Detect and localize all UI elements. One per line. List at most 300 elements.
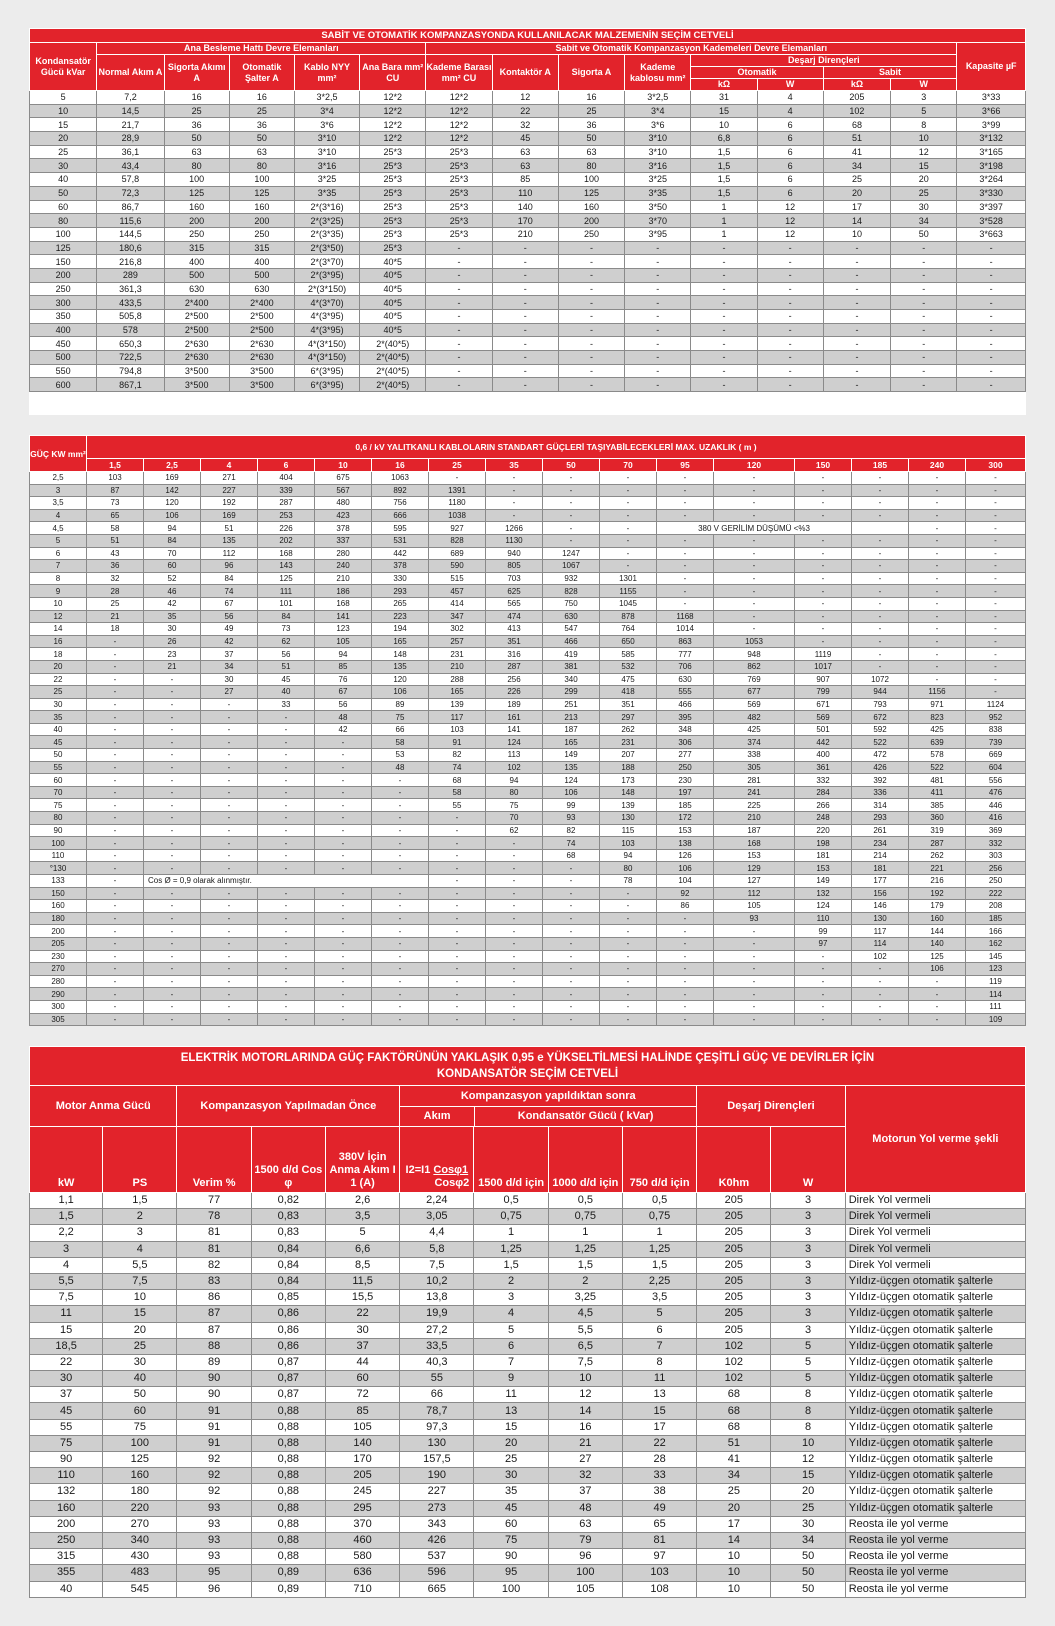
group-komp-once: Kompanzasyon Yapılmadan Önce: [177, 1086, 400, 1127]
table-cell: 280: [315, 547, 372, 560]
table-cell: -: [258, 1013, 315, 1026]
table-cell: 418: [600, 686, 657, 699]
table-cell: 93: [714, 912, 795, 925]
table-cell: 25: [891, 186, 957, 200]
table-row: [30, 900, 1026, 913]
table-cell: 95: [474, 1565, 548, 1581]
table-cell: 112: [714, 887, 795, 900]
col-mm2: 10: [315, 459, 372, 472]
table-cell: -: [87, 698, 144, 711]
table-cell: 43,4: [97, 159, 164, 173]
table-cell: -: [909, 522, 966, 535]
table-cell: 14: [30, 623, 87, 636]
table-cell: 0,87: [251, 1387, 325, 1403]
table-cell: 2*(40*5): [360, 364, 426, 378]
table-cell: 1: [691, 214, 757, 228]
table-cell: 180,6: [97, 241, 164, 255]
table-cell: -: [852, 585, 909, 598]
table-cell: 639: [909, 736, 966, 749]
table-cell: 537: [400, 1549, 474, 1565]
table-cell: 100: [558, 173, 624, 187]
table-row: [30, 610, 1026, 623]
table-cell: 348: [657, 723, 714, 736]
table-cell: 40: [258, 686, 315, 699]
table-cell: 3*50: [625, 200, 691, 214]
table-cell: 170: [325, 1452, 399, 1468]
table-cell: -: [429, 975, 486, 988]
table-cell: 105: [714, 900, 795, 913]
table-cell: 381: [543, 660, 600, 673]
table-cell: -: [372, 1000, 429, 1013]
table-cell: 0,84: [251, 1273, 325, 1289]
table-cell: 330: [372, 572, 429, 585]
yol-verme-cell: Yıldız-üçgen otomatik şalterle: [845, 1273, 1025, 1289]
table-cell: -: [600, 988, 657, 1001]
table-row: [30, 887, 1026, 900]
table-cell: -: [891, 310, 957, 324]
table-cell: -: [87, 686, 144, 699]
table-cell: 139: [600, 799, 657, 812]
table-cell: -: [852, 560, 909, 573]
table-cell: 3*500: [164, 364, 229, 378]
table-cell: -: [492, 364, 558, 378]
table-cell: 143: [258, 560, 315, 573]
table-cell: 166: [966, 925, 1026, 938]
table-cell: 90: [30, 824, 87, 837]
table-cell: 476: [966, 786, 1026, 799]
table-cell: -: [87, 1000, 144, 1013]
table-cell: 25*3: [426, 186, 492, 200]
table-cell: 12*2: [360, 104, 426, 118]
table-cell: -: [757, 378, 823, 392]
table-cell: 192: [201, 497, 258, 510]
table-cell: 42: [201, 635, 258, 648]
table-cell: 6: [622, 1322, 696, 1338]
table-cell: 1,5: [103, 1193, 177, 1209]
table-cell: -: [258, 837, 315, 850]
table-cell: 0,87: [251, 1371, 325, 1387]
table-row: [30, 1193, 1026, 1209]
table-cell: 216: [909, 875, 966, 888]
table-cell: 948: [714, 648, 795, 661]
table-cell: 3: [771, 1209, 845, 1225]
col-i2: [400, 1127, 474, 1193]
table-cell: 2,2: [30, 1225, 103, 1241]
table-cell: 75: [103, 1419, 177, 1435]
table-cell: -: [486, 1013, 543, 1026]
table-cell: 22: [30, 673, 87, 686]
table-cell: 1,5: [474, 1257, 548, 1273]
group-kademe: Sabit ve Otomatik Kompanzasyon Kademeleri Devre Elemanları: [426, 43, 957, 55]
table-cell: 82: [177, 1257, 251, 1273]
table-cell: -: [201, 925, 258, 938]
table-cell: 262: [600, 723, 657, 736]
table-cell: 222: [966, 887, 1026, 900]
table-cell: -: [852, 472, 909, 485]
table-cell: -: [87, 711, 144, 724]
table-cell: 180: [103, 1484, 177, 1500]
table-cell: 124: [486, 736, 543, 749]
table-cell: -: [144, 963, 201, 976]
col-sigorta: Sigorta A: [558, 55, 624, 91]
table-cell: 281: [714, 774, 795, 787]
yol-verme-cell: Yıldız-üçgen otomatik şalterle: [845, 1338, 1025, 1354]
table-cell: 1: [622, 1225, 696, 1241]
table-cell: 205: [697, 1225, 771, 1241]
table-cell: -: [315, 736, 372, 749]
table-cell: 15: [474, 1419, 548, 1435]
table-cell: 36: [87, 560, 144, 573]
table-cell: 21,7: [97, 118, 164, 132]
table-cell: 567: [315, 484, 372, 497]
table-cell: 2*(3*35): [294, 227, 359, 241]
table-cell: 907: [795, 673, 852, 686]
table-cell: 220: [103, 1500, 177, 1516]
table-row: [30, 497, 1026, 510]
table-cell: 125: [558, 186, 624, 200]
table-row: [30, 1225, 1026, 1241]
table-cell: 302: [429, 623, 486, 636]
table-cell: 706: [657, 660, 714, 673]
table-cell: 347: [429, 610, 486, 623]
table-cell: 12: [891, 145, 957, 159]
table-cell: -: [315, 1000, 372, 1013]
table-cell: 442: [372, 547, 429, 560]
table-cell: 6: [757, 186, 823, 200]
table-cell: 144: [909, 925, 966, 938]
table-cell: -: [429, 1013, 486, 1026]
table-cell: 3: [30, 1241, 103, 1257]
table-cell: 115,6: [97, 214, 164, 228]
table-cell: -: [372, 963, 429, 976]
table-cell: 2*630: [229, 351, 294, 365]
table-cell: 892: [372, 484, 429, 497]
table-cell: 952: [966, 711, 1026, 724]
table-cell: 7,5: [103, 1273, 177, 1289]
table-cell: -: [852, 509, 909, 522]
table-cell: 580: [325, 1549, 399, 1565]
subgroup-otomatik: Otomatik: [691, 67, 823, 79]
table-cell: 369: [966, 824, 1026, 837]
table-cell: -: [600, 1013, 657, 1026]
table-cell: 2,5: [30, 472, 87, 485]
table-cell: 0,88: [251, 1468, 325, 1484]
table-cell: -: [87, 988, 144, 1001]
table-row: [30, 660, 1026, 673]
table-cell: 10: [103, 1290, 177, 1306]
table-cell: -: [966, 547, 1026, 560]
table-cell: 74: [543, 837, 600, 850]
table-cell: -: [909, 975, 966, 988]
table-row: [30, 736, 1026, 749]
table-cell: -: [957, 268, 1026, 282]
col-kontaktor: Kontaktör A: [492, 55, 558, 91]
table-cell: 81: [177, 1241, 251, 1257]
table-cell: 78: [177, 1209, 251, 1225]
table-cell: 50: [771, 1565, 845, 1581]
table-cell: -: [757, 351, 823, 365]
table-cell: -: [714, 572, 795, 585]
group-komp-sonra: [400, 1086, 697, 1127]
table-cell: 710: [325, 1581, 399, 1597]
table-cell: -: [372, 862, 429, 875]
table-cell: 20: [30, 660, 87, 673]
table-cell: -: [909, 509, 966, 522]
table-cell: -: [909, 497, 966, 510]
col-cos: 1500 d/d Cos φ: [251, 1127, 325, 1193]
table-cell: 636: [325, 1565, 399, 1581]
table-cell: 10: [30, 597, 87, 610]
table-cell: -: [201, 837, 258, 850]
table-cell: -: [429, 824, 486, 837]
table-cell: 30: [30, 698, 87, 711]
table-row: [30, 1500, 1026, 1516]
table-cell: 0,75: [548, 1209, 622, 1225]
table-cell: 11: [474, 1387, 548, 1403]
table-cell: 0,88: [251, 1419, 325, 1435]
table-cell: -: [909, 585, 966, 598]
table-cell: 2*630: [229, 337, 294, 351]
table-cell: 21: [548, 1435, 622, 1451]
table-row: [30, 862, 1026, 875]
table-cell: -: [144, 799, 201, 812]
table-cell: 48: [315, 711, 372, 724]
table-cell: -: [691, 310, 757, 324]
table-cell: 3,05: [400, 1209, 474, 1225]
table-cell: 11: [30, 1306, 103, 1322]
table-cell: 156: [852, 887, 909, 900]
table-cell: 7: [474, 1354, 548, 1370]
table-cell: 863: [657, 635, 714, 648]
table-cell: -: [966, 572, 1026, 585]
table-cell: -: [909, 472, 966, 485]
table-cell: 227: [201, 484, 258, 497]
table-cell: -: [795, 572, 852, 585]
table-cell: 7,5: [30, 1290, 103, 1306]
table-cell: 105: [315, 635, 372, 648]
table-cell: 35: [474, 1484, 548, 1500]
table-cell: 80: [164, 159, 229, 173]
table-cell: 385: [909, 799, 966, 812]
table-cell: 300: [30, 296, 97, 310]
table-cell: -: [757, 310, 823, 324]
table-cell: 378: [315, 522, 372, 535]
table-cell: 0,89: [251, 1581, 325, 1597]
table-cell: 248: [795, 812, 852, 825]
table-cell: 12*2: [360, 132, 426, 146]
table-cell: 40*5: [360, 282, 426, 296]
table-cell: 92: [177, 1484, 251, 1500]
table-cell: -: [258, 900, 315, 913]
table-cell: 750: [543, 597, 600, 610]
table-cell: -: [691, 378, 757, 392]
table-cell: 132: [795, 887, 852, 900]
table-cell: 3*95: [625, 227, 691, 241]
table-cell: -: [372, 799, 429, 812]
table-cell: 0,88: [251, 1500, 325, 1516]
table-cell: -: [823, 337, 890, 351]
table-cell: 350: [30, 310, 97, 324]
table-cell: 120: [372, 673, 429, 686]
table-cell: -: [852, 597, 909, 610]
table-cell: -: [852, 497, 909, 510]
table-cell: 165: [372, 635, 429, 648]
table-cell: -: [426, 337, 492, 351]
table-cell: -: [558, 364, 624, 378]
table-cell: -: [144, 837, 201, 850]
table-row: [30, 282, 1026, 296]
table-cell: 30: [144, 623, 201, 636]
table-cell: -: [426, 323, 492, 337]
table-cell: 419: [543, 648, 600, 661]
table-cell: -: [492, 296, 558, 310]
table-row: [30, 963, 1026, 976]
table-cell: 68: [823, 118, 890, 132]
table-cell: 0,88: [251, 1532, 325, 1548]
table-cell: 0,88: [251, 1403, 325, 1419]
table-cell: 0,86: [251, 1322, 325, 1338]
table-cell: 10: [823, 227, 890, 241]
table-cell: -: [691, 241, 757, 255]
table-row: [30, 173, 1026, 187]
table-cell: -: [795, 484, 852, 497]
table-cell: 3*10: [294, 132, 359, 146]
table-cell: -: [258, 723, 315, 736]
table-cell: 5: [771, 1338, 845, 1354]
table-cell: -: [144, 950, 201, 963]
table-cell: 932: [543, 572, 600, 585]
table-row: [30, 534, 1026, 547]
table-cell: 12*2: [426, 91, 492, 105]
table-cell: -: [372, 837, 429, 850]
table-cell: 0,88: [251, 1435, 325, 1451]
table-cell: 132: [30, 1484, 103, 1500]
table-cell: 1,5: [691, 145, 757, 159]
table-cell: 139: [429, 698, 486, 711]
table-cell: -: [909, 547, 966, 560]
table-cell: 100: [548, 1565, 622, 1581]
table-cell: -: [486, 950, 543, 963]
table-cell: -: [486, 975, 543, 988]
table-cell: 205: [697, 1241, 771, 1257]
table-cell: 27: [201, 686, 258, 699]
table-cell: 5: [30, 534, 87, 547]
table-cell: 3*198: [957, 159, 1026, 173]
table-cell: 45: [30, 736, 87, 749]
table-cell: 30: [325, 1322, 399, 1338]
table-cell: 45: [474, 1500, 548, 1516]
table-cell: 194: [372, 623, 429, 636]
table-cell: 16: [30, 635, 87, 648]
table-cell: 12: [548, 1387, 622, 1403]
table-cell: -: [891, 268, 957, 282]
table-cell: 179: [909, 900, 966, 913]
table-cell: 205: [697, 1257, 771, 1273]
table-cell: -: [543, 988, 600, 1001]
table-cell: 1014: [657, 623, 714, 636]
table-cell: -: [714, 597, 795, 610]
table-cell: 0,89: [251, 1565, 325, 1581]
table-cell: 40: [30, 1581, 103, 1597]
table-cell: 3: [771, 1225, 845, 1241]
table-cell: 287: [486, 660, 543, 673]
table-cell: 522: [852, 736, 909, 749]
table-row: [30, 673, 1026, 686]
table-cell: 16: [558, 91, 624, 105]
table-cell: 293: [372, 585, 429, 598]
table-cell: -: [426, 255, 492, 269]
table-cell: 25*3: [426, 173, 492, 187]
table-cell: -: [657, 912, 714, 925]
table-cell: -: [852, 1000, 909, 1013]
table-cell: 58: [429, 786, 486, 799]
table-cell: 205: [697, 1193, 771, 1209]
col-kohm: K0hm: [697, 1127, 771, 1193]
table-cell: 91: [429, 736, 486, 749]
table-cell: 0,88: [251, 1549, 325, 1565]
table-cell: -: [258, 975, 315, 988]
table-cell: 2*500: [229, 310, 294, 324]
table-cell: -: [87, 774, 144, 787]
table-cell: 144,5: [97, 227, 164, 241]
table-cell: 595: [372, 522, 429, 535]
table-cell: 1,5: [622, 1257, 696, 1273]
table-cell: 604: [966, 761, 1026, 774]
table-cell: -: [891, 282, 957, 296]
table-cell: -: [201, 723, 258, 736]
table-cell: 106: [657, 862, 714, 875]
table-cell: 35: [30, 711, 87, 724]
table-cell: -: [909, 673, 966, 686]
table-cell: 90: [177, 1371, 251, 1387]
table-cell: 51: [201, 522, 258, 535]
table-cell: 299: [543, 686, 600, 699]
i2-formula-left: I2=I1: [405, 1164, 431, 1176]
table-cell: 35: [144, 610, 201, 623]
table-cell: -: [757, 255, 823, 269]
table-cell: -: [315, 812, 372, 825]
corner-guc: GÜÇ KW mm²: [30, 436, 87, 472]
table-cell: -: [714, 484, 795, 497]
table-cell: 75: [372, 711, 429, 724]
table-cell: 3*165: [957, 145, 1026, 159]
table-cell: -: [657, 534, 714, 547]
table-cell: 413: [486, 623, 543, 636]
table-cell: -: [852, 547, 909, 560]
table-cell: 5,5: [30, 1273, 103, 1289]
table-cell: 125: [164, 186, 229, 200]
table-cell: 84: [258, 610, 315, 623]
table-cell: 197: [657, 786, 714, 799]
table-row: [30, 937, 1026, 950]
table-cell: -: [426, 351, 492, 365]
table-cell: -: [795, 585, 852, 598]
col-ps: PS: [103, 1127, 177, 1193]
table-cell: -: [315, 824, 372, 837]
table-cell: -: [909, 484, 966, 497]
table-cell: -: [429, 862, 486, 875]
table-cell: -: [600, 950, 657, 963]
table-cell: 4: [30, 509, 87, 522]
table-cell: 119: [966, 975, 1026, 988]
table-cell: 80: [30, 812, 87, 825]
table-cell: -: [957, 282, 1026, 296]
table-cell: -: [909, 988, 966, 1001]
table-cell: 57,8: [97, 173, 164, 187]
table-cell: 25: [823, 173, 890, 187]
table-cell: 3: [30, 484, 87, 497]
table-cell: 665: [400, 1581, 474, 1597]
